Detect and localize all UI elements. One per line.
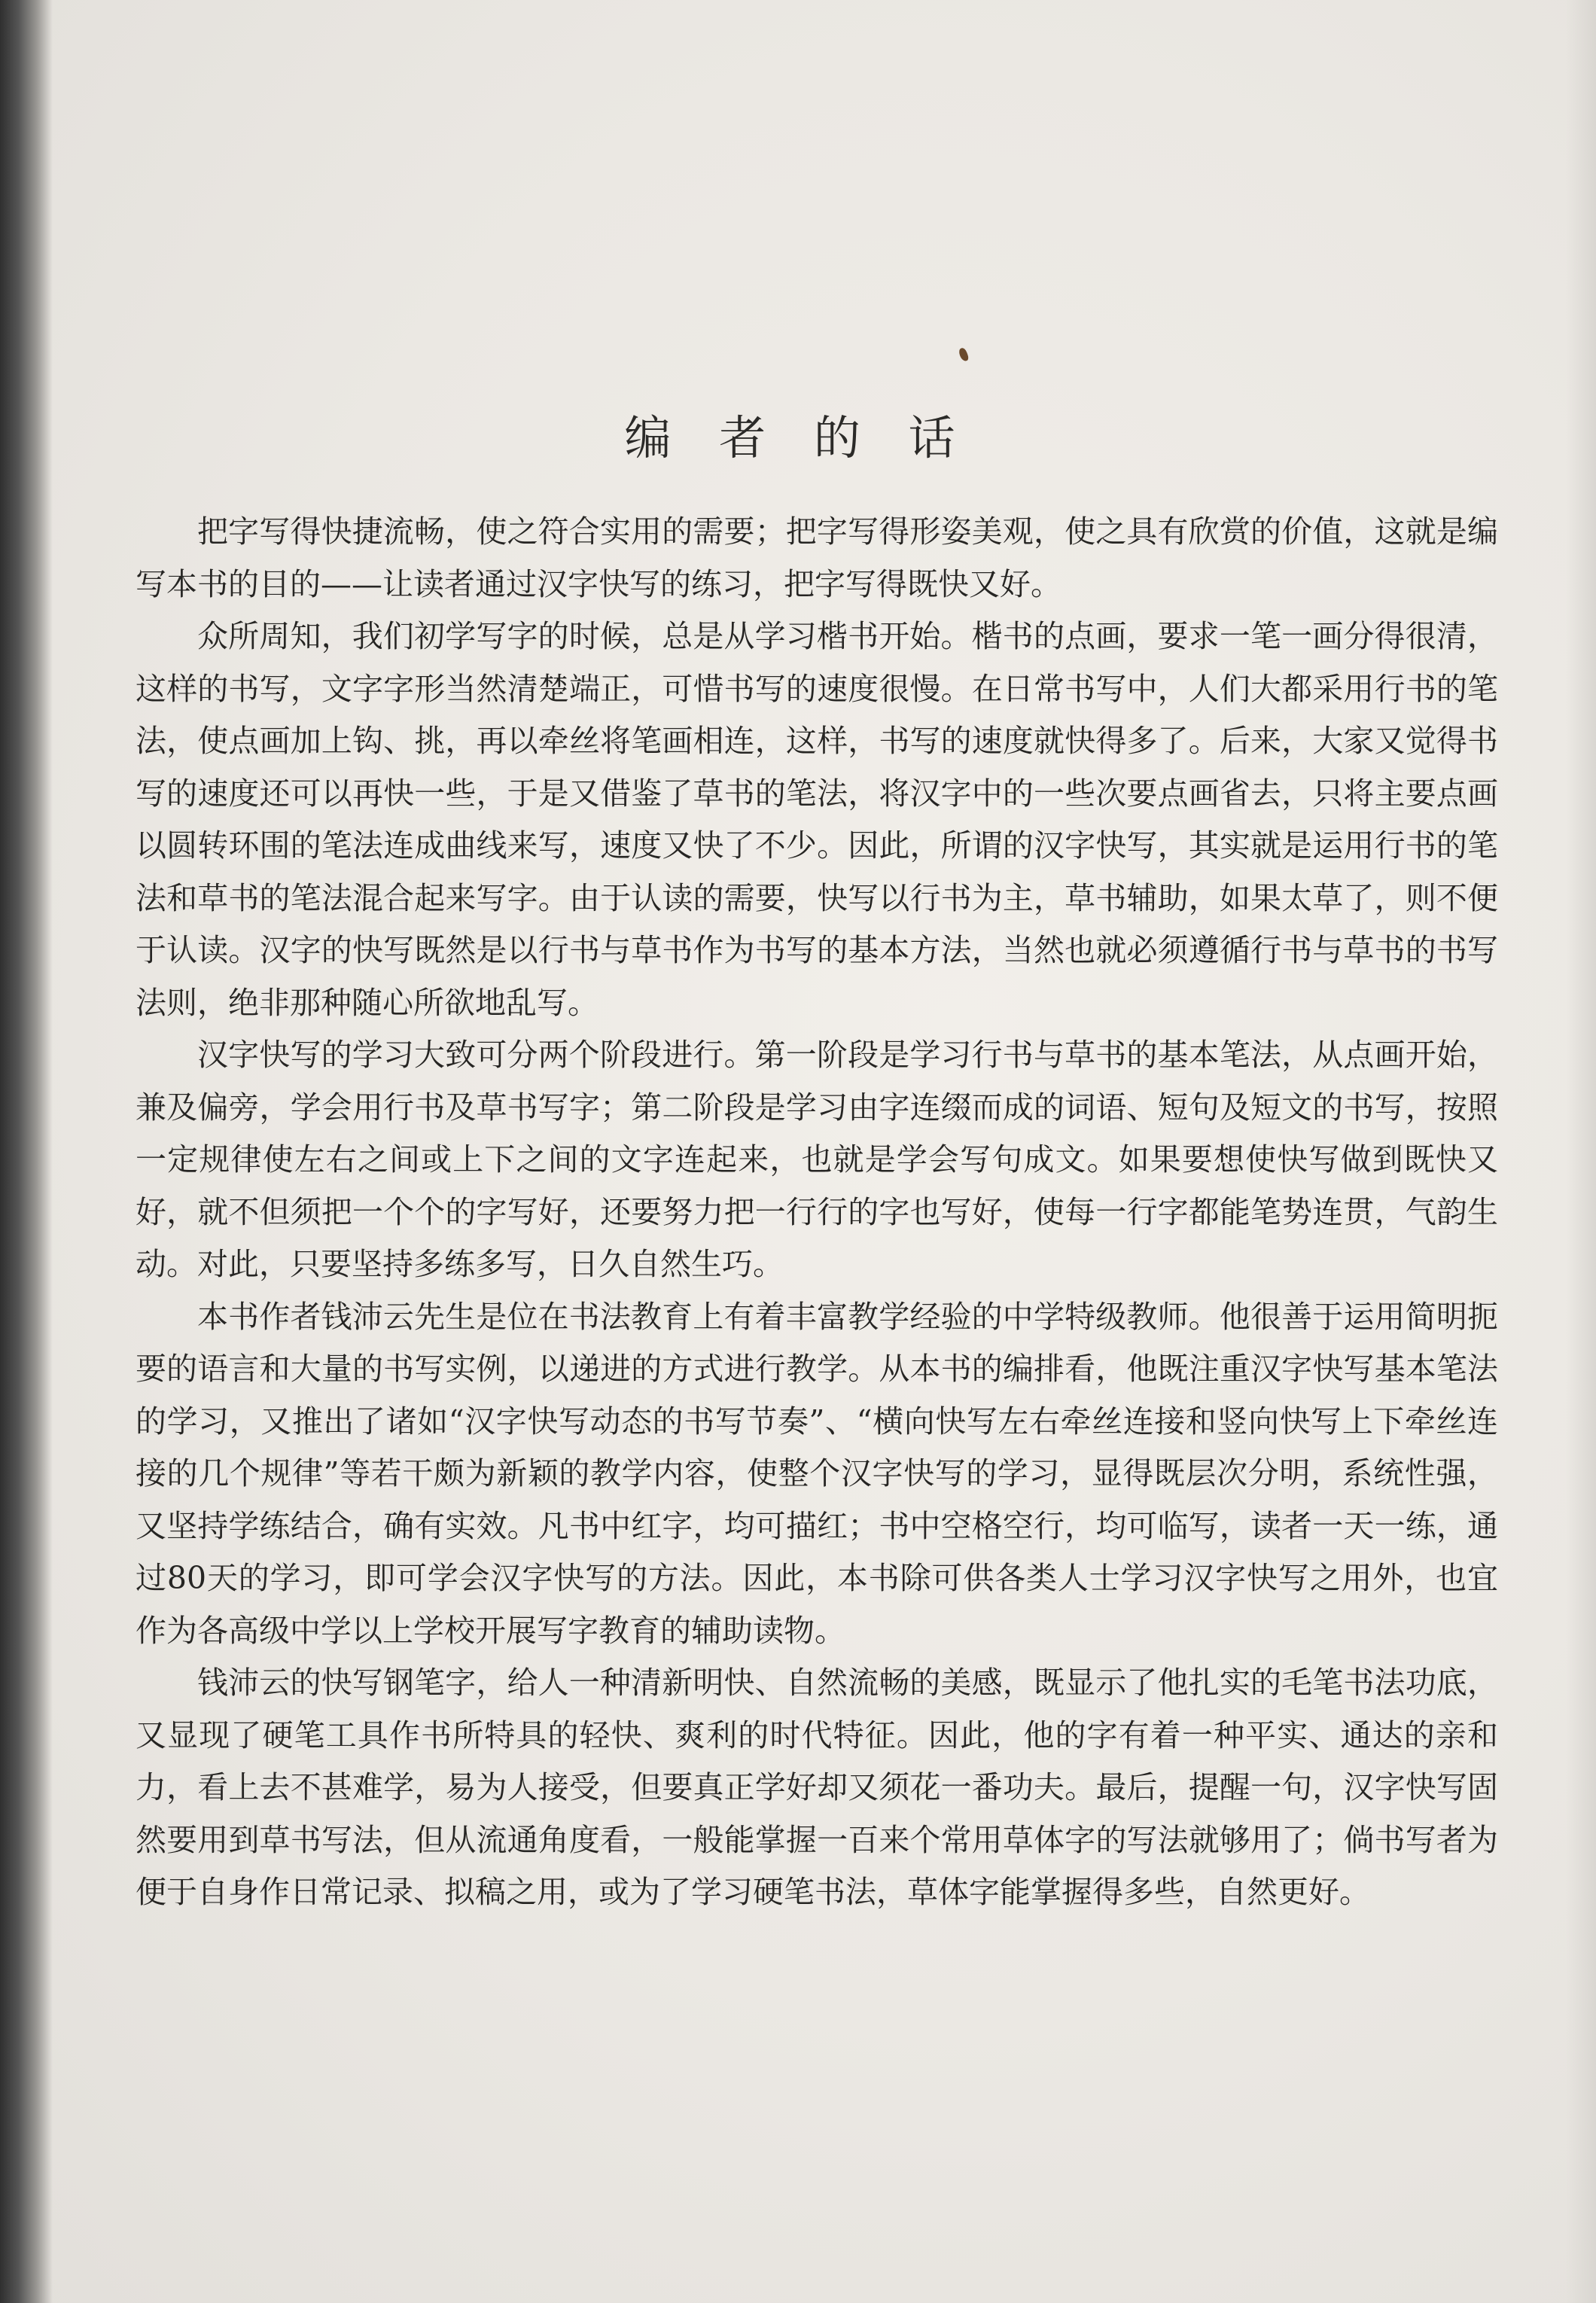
page-edge bbox=[1566, 0, 1596, 2303]
page-title: 编 者 的 话 bbox=[624, 410, 972, 465]
paragraph-4: 本书作者钱沛云先生是位在书法教育上有着丰富教学经验的中学特级教师。他很善于运用简明扼要的语言和大量的书写实例，以递进的方式进行教学。从本书的编排看，他既注重汉字快写基本笔法的学习，又推出了诸如“汉字快写动态的书写节奏”、“横向快写左右牵丝连接和竖向快写上下牵丝连接的几个规律”等若干颇为新颖的教学内容，使整个汉字快写的学习，显得既层次分明，系统性强，又坚持学练结合，确有实效。凡书中红字，均可描红；书中空格空行，均可临写，读者一天一练，通过80天的学习，即可学会汉字快写的方法。因此，本书除可供各类人士学习汉字快写之用外，也宜作为各高级中学以上学校开展写字教育的辅助读物。 bbox=[136, 1298, 1498, 1649]
paragraph-2: 众所周知，我们初学写字的时候，总是从学习楷书开始。楷书的点画，要求一笔一画分得很清，这样的书写，文字字形当然清楚端正，可惜书写的速度很慢。在日常书写中，人们大都采用行书的笔法，使点画加上钩、挑，再以牵丝将笔画相连，这样，书写的速度就快得多了。后来，大家又觉得书写的速度还可以再快一些，于是又借鉴了草书的笔法，将汉字中的一些次要点画省去，只将主要点画以圆转环围的笔法连成曲线来写，速度又快了不少。因此，所谓的汉字快写，其实就是运用行书的笔法和草书的笔法混合起来写字。由于认读的需要，快写以行书为主，草书辅助，如果太草了，则不便于认读。汉字的快写既然是以行书与草书作为书写的基本方法，当然也就必须遵循行书与草书的书写法则，绝非那种随心所欲地乱写。 bbox=[136, 618, 1498, 1021]
paragraph-3: 汉字快写的学习大致可分两个阶段进行。第一阶段是学习行书与草书的基本笔法，从点画开始，兼及偏旁，学会用行书及草书写字；第二阶段是学习由字连缀而成的词语、短句及短文的书写，按照一定规律使左右之间或上下之间的文字连起来，也就是学会写句成文。如果要想使快写做到既快又好，就不但须把一个个的字写好，还要努力把一行行的字也写好，使每一行字都能笔势连贯，气韵生动。对此，只要坚持多练多写，日久自然生巧。 bbox=[136, 1037, 1498, 1282]
paragraph-5: 钱沛云的快写钢笔字，给人一种清新明快、自然流畅的美感，既显示了他扎实的毛笔书法功底，又显现了硬笔工具作书所特具的轻快、爽利的时代特征。因此，他的字有着一种平实、通达的亲和力，看上去不甚难学，易为人接受，但要真正学好却又须花一番功夫。最后，提醒一句，汉字快写固然要用到草书写法，但从流通角度看，一般能掌握一百来个常用草体字的写法就够用了；倘书写者为便于自身作日常记录、拟稿之用，或为了学习硬笔书法，草体字能掌握得多些，自然更好。 bbox=[136, 1665, 1498, 1910]
paragraph-1: 把字写得快捷流畅，使之符合实用的需要；把字写得形姿美观，使之具有欣赏的价值，这就是编写本书的目的——让读者通过汉字快写的练习，把字写得既快又好。 bbox=[136, 513, 1498, 602]
body-text bbox=[136, 506, 1498, 1919]
book-binding-shadow bbox=[0, 0, 53, 2303]
